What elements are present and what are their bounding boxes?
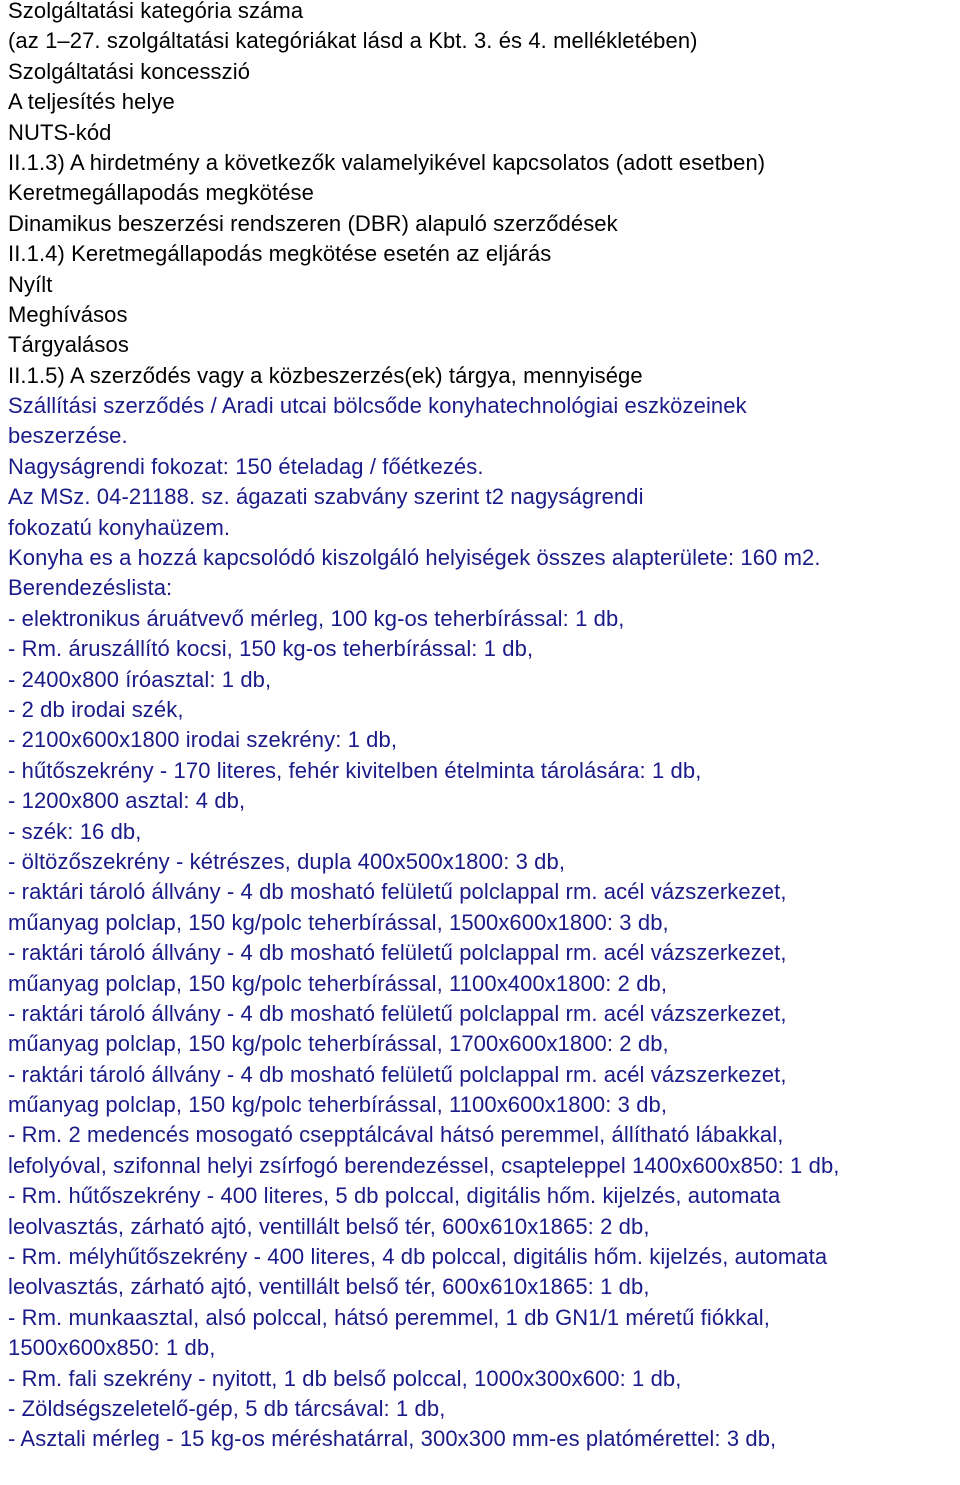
equipment-line <box>8 1455 958 1485</box>
equipment-line: műanyag polclap, 150 kg/polc teherbírással, 1100x400x1800: 2 db, <box>8 970 668 996</box>
section-heading: II.1.5) A szerződés vagy a közbeszerzés(ek) tárgya, mennyisége <box>8 362 643 388</box>
content-line: Az MSz. 04-21188. sz. ágazati szabvány szerint t2 nagyságrendi <box>8 484 644 510</box>
equipment-line: - raktári tároló állvány - 4 db mosható felületű polclappal rm. acél vázszerkezet, <box>8 940 787 966</box>
content-line: fokozatú konyhaüzem. <box>8 514 231 540</box>
equipment-line: - Rm. hűtőszekrény - 400 literes, 5 db polccal, digitális hőm. kijelzés, automata <box>8 1183 781 1209</box>
equipment-line: - Rm. munkaasztal, alsó polccal, hátsó peremmel, 1 db GN1/1 méretű fiókkal, <box>8 1304 770 1330</box>
equipment-line: 1500x600x850: 1 db, <box>8 1335 216 1361</box>
place-of-performance-label: A teljesítés helye <box>8 89 175 115</box>
equipment-line: - 1200x800 asztal: 4 db, <box>8 788 246 814</box>
procurement-notice-document <box>8 0 958 1485</box>
equipment-line: - 2400x800 íróasztal: 1 db, <box>8 666 272 692</box>
section-II-1-5 <box>8 361 958 1485</box>
option-restricted: Meghívásos <box>8 301 128 327</box>
equipment-line: - Rm. 2 medencés mosogató csepptálcával hátsó peremmel, állítható lábakkal, <box>8 1122 784 1148</box>
service-category-note: (az 1–27. szolgáltatási kategóriákat lásd a Kbt. 3. és 4. mellékletében) <box>8 28 698 54</box>
nuts-code-label: NUTS-kód <box>8 119 112 145</box>
option-framework-agreement: Keretmegállapodás megkötése <box>8 180 314 206</box>
equipment-line: - Asztali mérleg - 15 kg-os méréshatárral, 300x300 mm-es platómérettel: 3 db, <box>8 1426 777 1452</box>
equipment-line: - Rm. mélyhűtőszekrény - 400 literes, 4 db polccal, digitális hőm. kijelzés, automata <box>8 1244 828 1270</box>
equipment-line: műanyag polclap, 150 kg/polc teherbírással, 1100x600x1800: 3 db, <box>8 1092 668 1118</box>
contract-description <box>8 391 958 604</box>
section-heading: II.1.3) A hirdetmény a következők valamelyikével kapcsolatos (adott esetben) <box>8 149 766 175</box>
equipment-line: leolvasztás, zárható ajtó, ventillált belső tér, 600x610x1865: 1 db, <box>8 1274 650 1300</box>
header-block <box>8 0 958 148</box>
option-dynamic-purchasing-system: Dinamikus beszerzési rendszeren (DBR) alapuló szerződések <box>8 210 618 236</box>
equipment-list <box>8 604 958 1485</box>
equipment-line: - raktári tároló állvány - 4 db mosható felületű polclappal rm. acél vázszerkezet, <box>8 1061 787 1087</box>
service-category-label: Szolgáltatási kategória száma <box>8 0 304 23</box>
equipment-line: műanyag polclap, 150 kg/polc teherbírással, 1500x600x1800: 3 db, <box>8 909 669 935</box>
section-II-1-4 <box>8 239 958 361</box>
equipment-line: - Rm. áruszállító kocsi, 150 kg-os teherbírással: 1 db, <box>8 636 534 662</box>
content-line: Szállítási szerződés / Aradi utcai bölcsőde konyhatechnológiai eszközeinek <box>8 393 747 419</box>
equipment-line: - raktári tároló állvány - 4 db mosható felületű polclappal rm. acél vázszerkezet, <box>8 879 787 905</box>
equipment-line: leolvasztás, zárható ajtó, ventillált belső tér, 600x610x1865: 2 db, <box>8 1213 650 1239</box>
equipment-line: - szék: 16 db, <box>8 818 142 844</box>
equipment-line: - Rm. fali szekrény - nyitott, 1 db belső polccal, 1000x300x600: 1 db, <box>8 1365 682 1391</box>
equipment-line: - öltözőszekrény - kétrészes, dupla 400x500x1800: 3 db, <box>8 848 566 874</box>
option-negotiated: Tárgyalásos <box>8 332 129 358</box>
section-II-1-3 <box>8 148 958 239</box>
service-concession-label: Szolgáltatási koncesszió <box>8 58 251 84</box>
option-open: Nyílt <box>8 271 53 297</box>
equipment-line: - raktári tároló állvány - 4 db mosható felületű polclappal rm. acél vázszerkezet, <box>8 1000 787 1026</box>
equipment-line: - 2 db irodai szék, <box>8 696 184 722</box>
equipment-line: műanyag polclap, 150 kg/polc teherbírással, 1700x600x1800: 2 db, <box>8 1031 669 1057</box>
content-line: Konyha es a hozzá kapcsolódó kiszolgáló helyiségek összes alapterülete: 160 m2. <box>8 545 821 571</box>
section-heading: II.1.4) Keretmegállapodás megkötése esetén az eljárás <box>8 241 552 267</box>
content-line: beszerzése. <box>8 423 128 449</box>
equipment-list-title: Berendezéslista: <box>8 575 173 601</box>
equipment-line: lefolyóval, szifonnal helyi zsírfogó berendezéssel, csapteleppel 1400x600x850: 1 db, <box>8 1152 840 1178</box>
equipment-line: - Zöldségszeletelő-gép, 5 db tárcsával: 1 db, <box>8 1395 446 1421</box>
equipment-line: - elektronikus áruátvevő mérleg, 100 kg-os teherbírással: 1 db, <box>8 605 625 631</box>
equipment-line: - 2100x600x1800 irodai szekrény: 1 db, <box>8 727 398 753</box>
content-line: Nagyságrendi fokozat: 150 ételadag / főétkezés. <box>8 453 484 479</box>
equipment-line: - hűtőszekrény - 170 literes, fehér kivitelben ételminta tárolására: 1 db, <box>8 757 702 783</box>
